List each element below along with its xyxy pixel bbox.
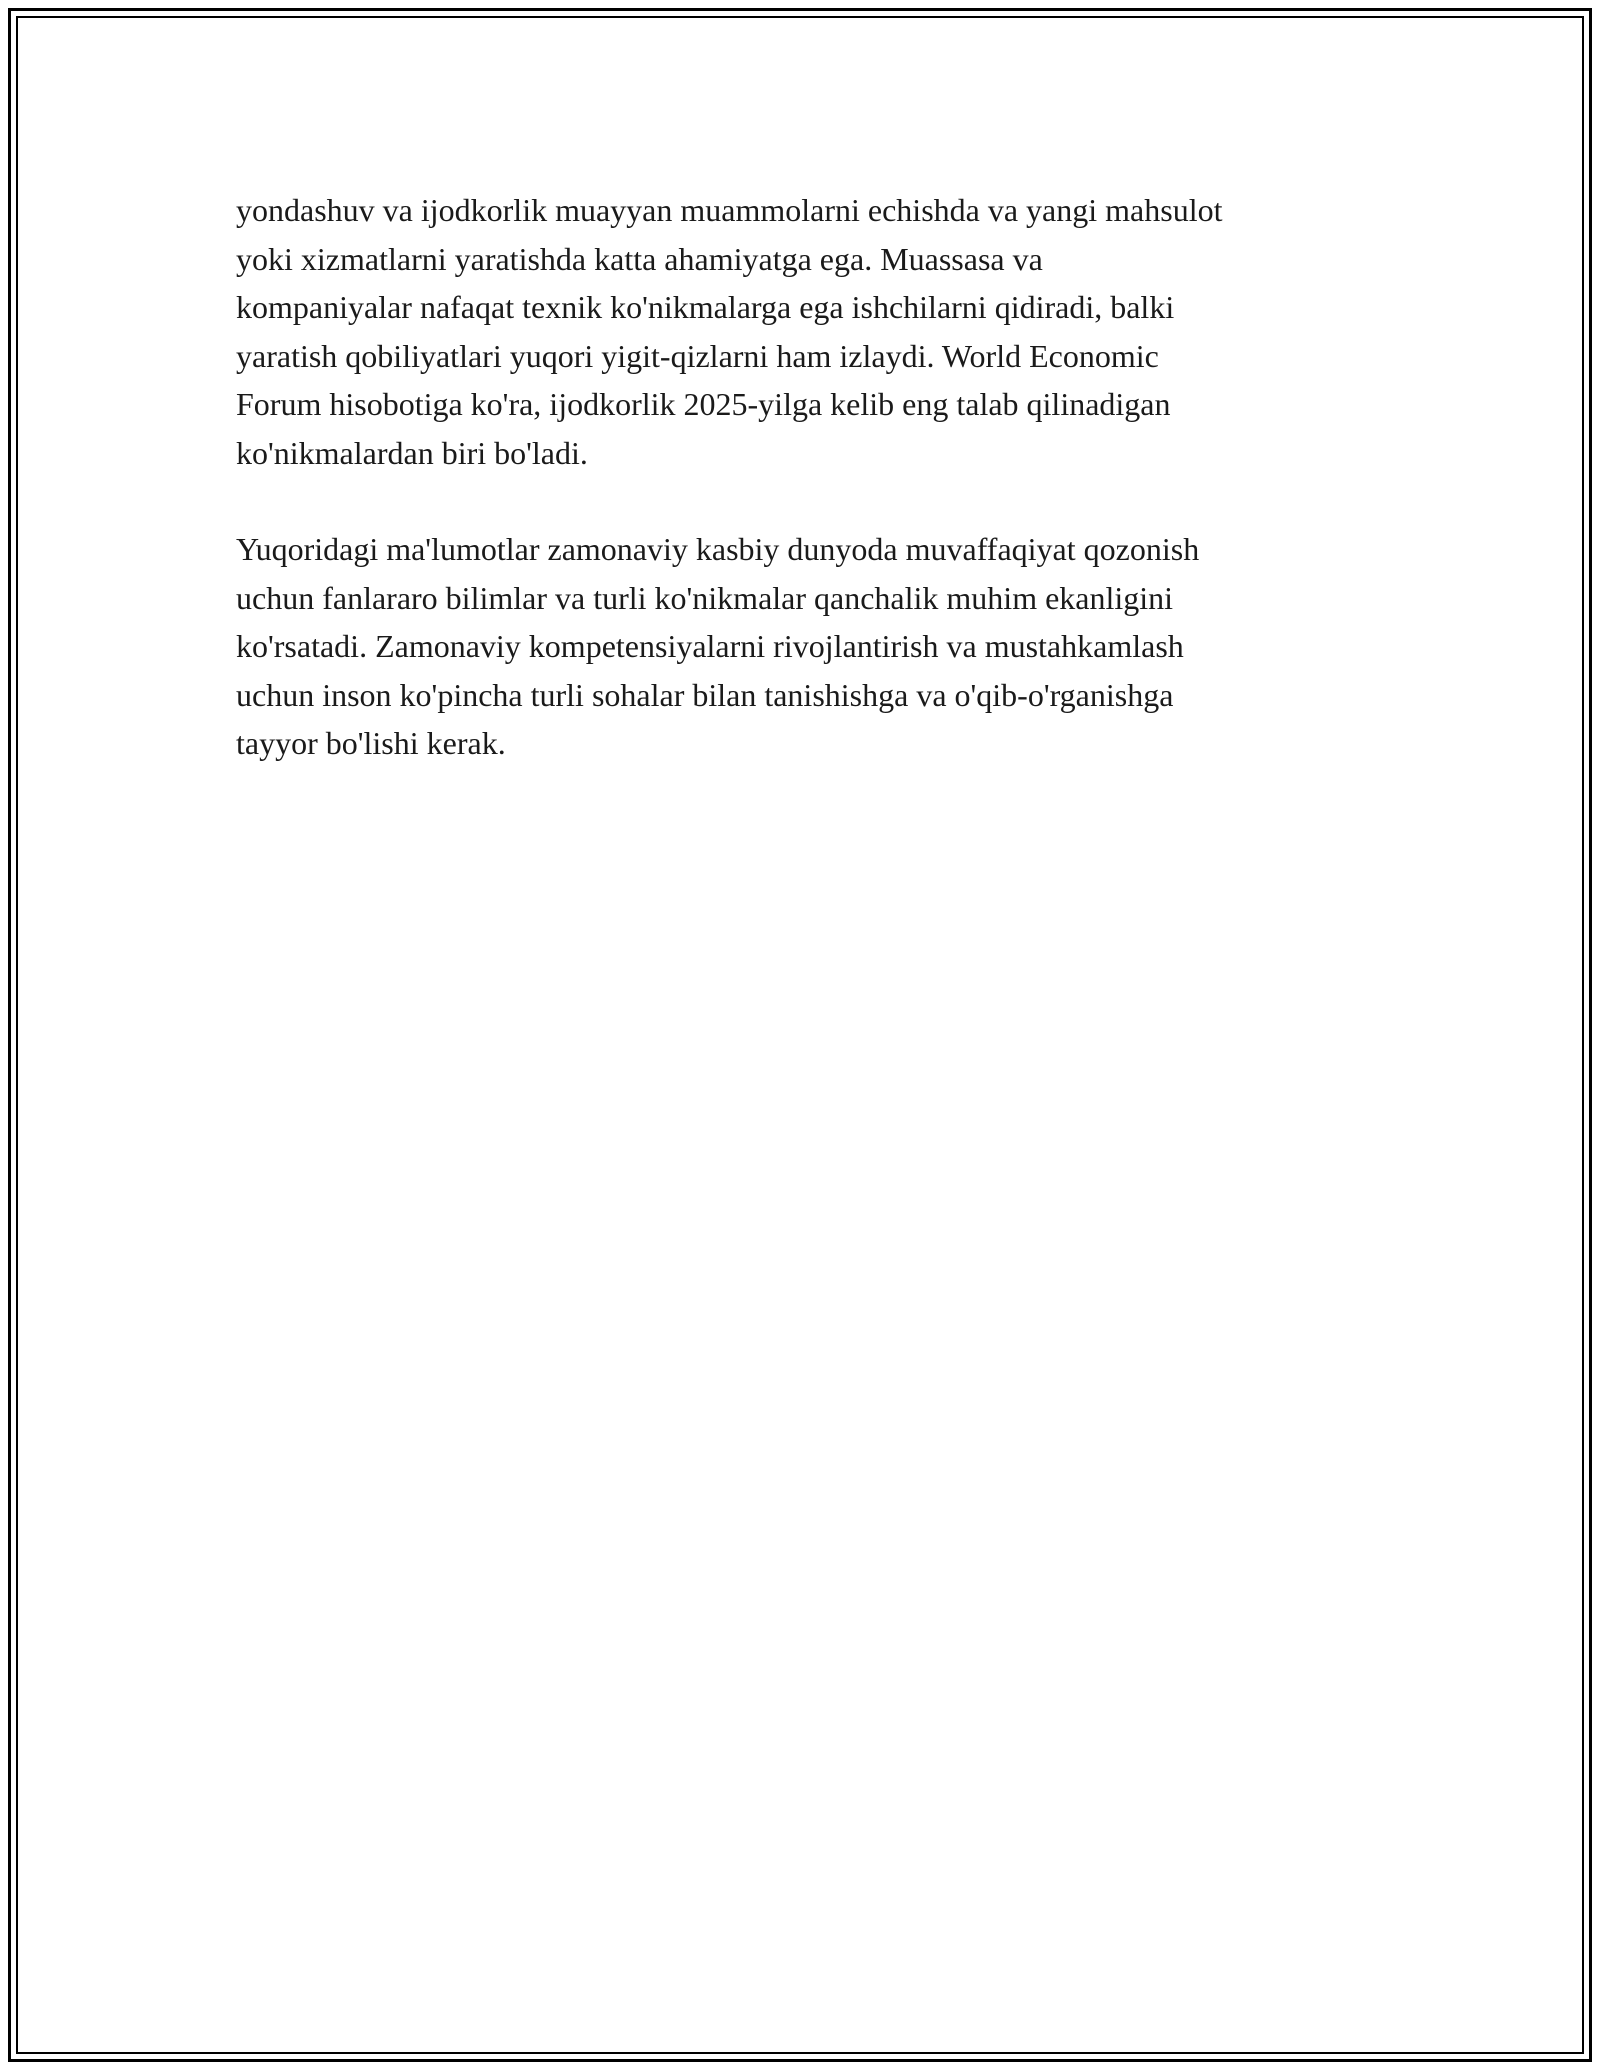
- text-line: tayyor bo'lishi kerak.: [236, 725, 506, 761]
- text-line: yondashuv va ijodkorlik muayyan muammolarni echishda va yangi mahsulot: [236, 192, 1223, 228]
- text-line: ko'rsatadi. Zamonaviy kompetensiyalarni rivojlantirish va mustahkamlash: [236, 628, 1184, 664]
- text-line: ko'nikmalardan biri bo'ladi.: [236, 434, 588, 471]
- text-line: kompaniyalar nafaqat texnik ko'nikmalarga ega ishchilarni qidiradi, balki: [236, 289, 1175, 325]
- paragraph-2: [236, 525, 1386, 768]
- text-line: yaratish qobiliyatlari yuqori yigit-qizlarni ham izlaydi. World Economic: [236, 337, 1159, 374]
- text-line: Yuqoridagi ma'lumotlar zamonaviy kasbiy dunyoda muvaffaqiyat qozonish: [236, 531, 1200, 567]
- text-line: Forum hisobotiga ko'ra, ijodkorlik 2025-yilga kelib eng talab qilinadigan: [236, 386, 1171, 422]
- text-line: uchun fanlararo bilimlar va turli ko'nikmalar qanchalik muhim ekanligini: [236, 579, 1174, 616]
- document-body: [236, 186, 1386, 816]
- text-line: uchun inson ko'pincha turli sohalar bilan tanishishga va o'qib-o'rganishga: [236, 676, 1174, 713]
- paragraph-1: [236, 186, 1386, 477]
- text-line: yoki xizmatlarni yaratishda katta ahamiyatga ega. Muassasa va: [236, 240, 1043, 277]
